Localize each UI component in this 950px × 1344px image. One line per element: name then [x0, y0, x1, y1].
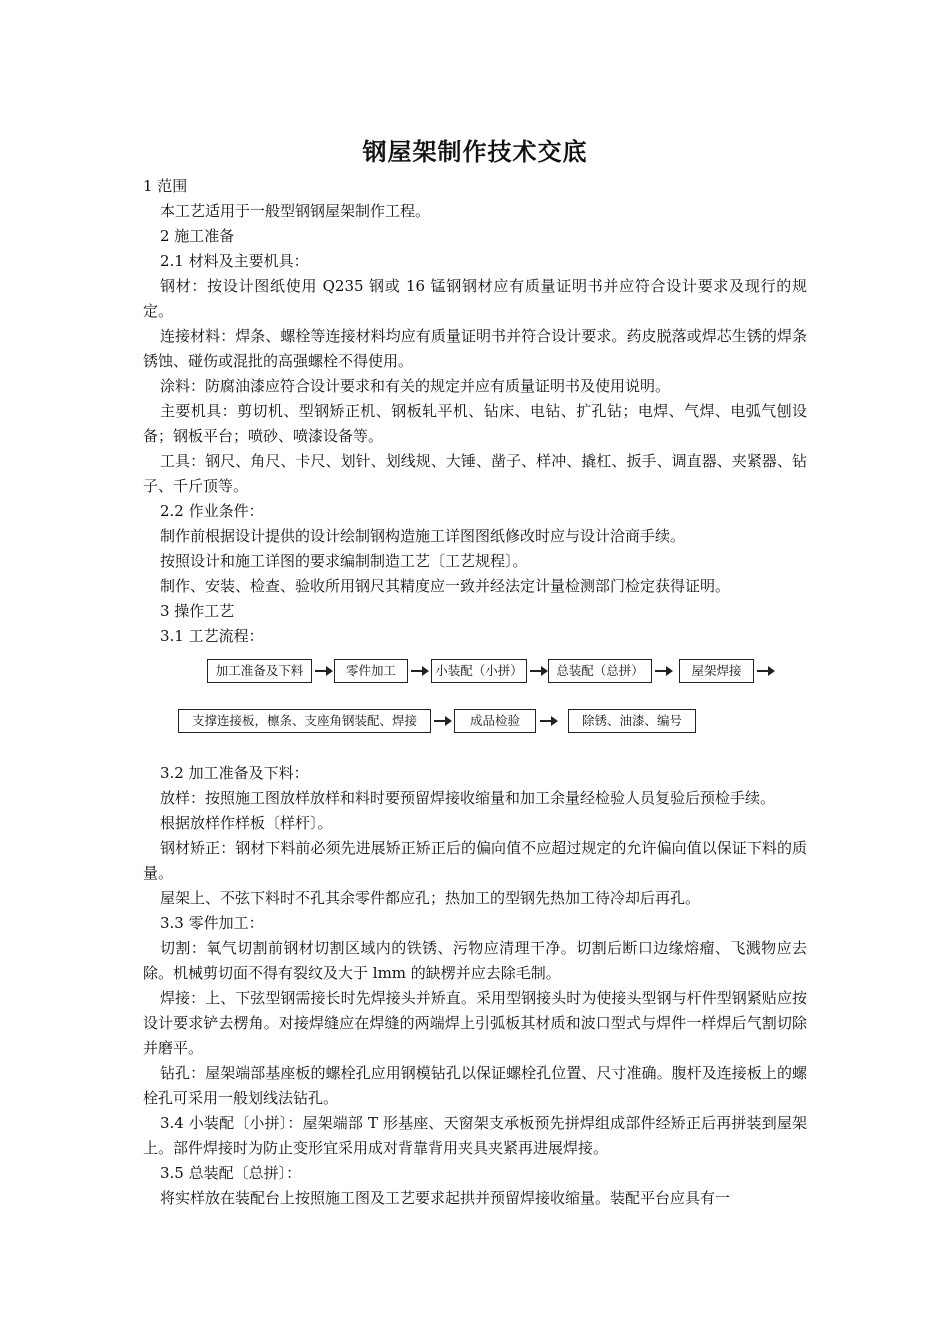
section-heading: 1 范围 [143, 177, 188, 195]
flow-step-3: 小装配（小拼） [431, 659, 527, 683]
paragraph: 3.4 小装配〔小拼〕：屋架端部 T 形基座、天窗架支承板预先拼焊组成部件经矫正后再拼装到屋架上。部件焊接时为防止变形宜采用成对背靠背用夹具夹紧再进展焊接。 [143, 1114, 807, 1157]
paragraph: 焊接：上、下弦型钢需接长时先焊接头并矫直。采用型钢接头时为使接头型钢与杆件型钢紧贴应按设计要求铲去楞角。对接焊缝应在焊缝的两端焊上引弧板其材质和波口型式与焊件一样焊后气割切除并磨平。 [143, 989, 807, 1057]
paragraph: 放样：按照施工图放样放样和料时要预留焊接收缩量和加工余量经检验人员复验后预检手续。 [160, 789, 776, 807]
paragraph: 钻孔：屋架端部基座板的螺栓孔应用钢模钻孔以保证螺栓孔位置、尺寸准确。腹杆及连接板上的螺栓孔可采用一般划线法钻孔。 [143, 1064, 807, 1107]
flow-step-2: 零件加工 [334, 659, 408, 683]
subsection-heading: 2.1 材料及主要机具： [160, 252, 309, 270]
paragraph: 制作、安装、检查、验收所用钢尺其精度应一致并经法定计量检测部门检定获得证明。 [160, 577, 731, 595]
arrow-right-icon [434, 720, 450, 722]
paragraph: 按照设计和施工详图的要求编制制造工艺〔工艺规程〕。 [160, 552, 528, 570]
flow-step-5: 屋架焊接 [679, 659, 754, 683]
section-heading: 3 操作工艺 [160, 602, 235, 620]
paragraph: 涂料：防腐油漆应符合设计要求和有关的规定并应有质量证明书及使用说明。 [160, 377, 671, 395]
paragraph: 连接材料：焊条、螺栓等连接材料均应有质量证明书并符合设计要求。药皮脱落或焊芯生锈的焊条锈蚀、碰伤或混批的高强螺栓不得使用。 [143, 327, 807, 370]
section-heading: 2 施工准备 [160, 227, 235, 245]
paragraph: 工具：钢尺、角尺、卡尺、划针、划线规、大锤、凿子、样冲、撬杠、扳手、调直器、夹紧器、钻子、千斤顶等。 [143, 452, 807, 495]
flow-step-8: 除锈、油漆、编号 [568, 709, 696, 733]
paragraph: 将实样放在装配台上按照施工图及工艺要求起拱并预留焊接收缩量。装配平台应具有一 [160, 1189, 731, 1207]
subsection-heading: 3.3 零件加工： [160, 914, 264, 932]
subsection-heading: 3.5 总装配〔总拼〕： [160, 1164, 302, 1182]
paragraph: 钢材：按设计图纸使用 Q235 钢或 16 锰钢钢材应有质量证明书并应符合设计要求及现行的规定。 [143, 277, 807, 320]
arrow-right-icon [655, 670, 671, 672]
arrow-right-icon [757, 670, 773, 672]
paragraph: 本工艺适用于一般型钢钢屋架制作工程。 [160, 202, 431, 220]
paragraph: 切割：氧气切割前钢材切割区域内的铁锈、污物应清理干净。切割后断口边缘熔瘤、飞溅物应去除。机械剪切面不得有裂纹及大于 lmm 的缺楞并应去除毛制。 [143, 939, 807, 982]
document-body [143, 174, 807, 1211]
paragraph: 主要机具：剪切机、型钢矫正机、钢板轧平机、钻床、电钻、扩孔钻；电焊、气焊、电弧气刨设备；钢板平台；喷砂、喷漆设备等。 [143, 402, 807, 445]
flow-step-1: 加工准备及下料 [207, 659, 312, 683]
arrow-right-icon [540, 720, 556, 722]
paragraph: 制作前根据设计提供的设计绘制钢构造施工详图图纸修改时应与设计洽商手续。 [160, 527, 686, 545]
arrow-right-icon [530, 670, 546, 672]
arrow-right-icon [411, 670, 427, 672]
process-flow-diagram [143, 653, 807, 759]
arrow-right-icon [315, 670, 331, 672]
flow-step-4: 总装配（总拼） [548, 659, 652, 683]
subsection-heading: 3.1 工艺流程： [160, 627, 264, 645]
subsection-heading: 3.2 加工准备及下料： [160, 764, 309, 782]
document-title: 钢屋架制作技术交底 [362, 138, 588, 166]
paragraph: 根据放样作样板〔样杆〕。 [160, 814, 333, 832]
paragraph: 屋架上、不弦下料时不孔其余零件都应孔；热加工的型钢先热加工待冷却后再孔。 [160, 889, 701, 907]
flow-step-6: 支撑连接板，檩条、支座角钢装配、焊接 [178, 709, 431, 733]
flow-step-7: 成品检验 [454, 709, 536, 733]
subsection-heading: 2.2 作业条件： [160, 502, 264, 520]
paragraph: 钢材矫正：钢材下料前必须先进展矫正矫正后的偏向值不应超过规定的允许偏向值以保证下料的质量。 [143, 839, 807, 882]
